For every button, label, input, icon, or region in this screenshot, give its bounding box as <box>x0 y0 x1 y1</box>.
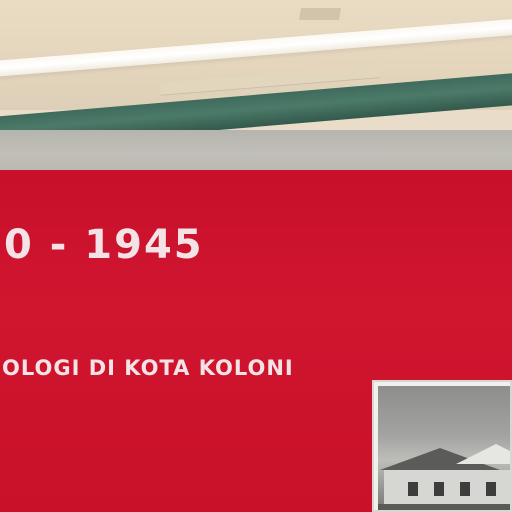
photo-image <box>378 386 510 510</box>
banner-subtitle: OLOGI DI KOTA KOLONI <box>2 356 294 380</box>
historic-photo <box>372 380 512 512</box>
ceiling-vent <box>299 8 341 20</box>
building-window <box>408 482 418 496</box>
building-window <box>460 482 470 496</box>
building-window <box>434 482 444 496</box>
banner-year-range: 0 - 1945 <box>4 222 204 268</box>
photo-ground <box>378 504 510 510</box>
building-window <box>486 482 496 496</box>
building-roof-secondary <box>456 444 510 464</box>
